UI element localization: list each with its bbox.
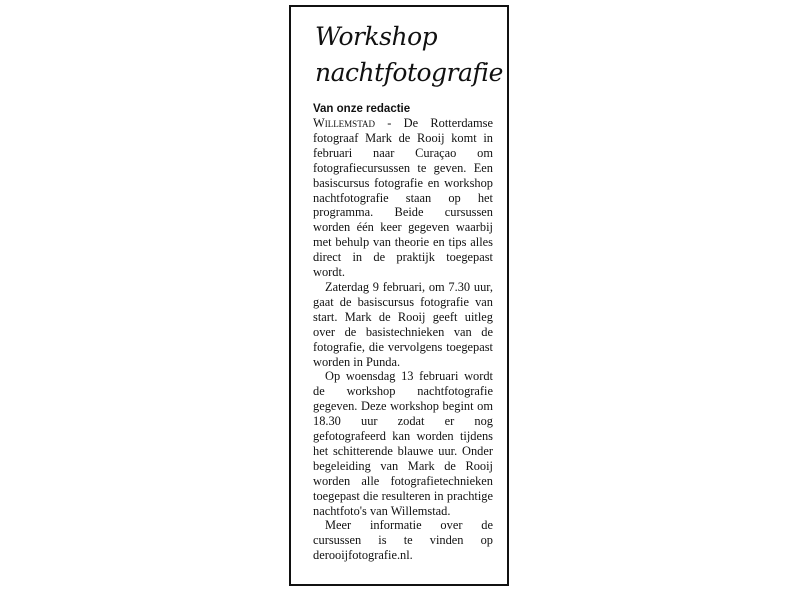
article-byline: Van onze redactie	[313, 103, 411, 115]
article-paragraph: Zaterdag 9 februari, om 7.30 uur, gaat de basiscursus fotografie van start. Mark de Rooij geeft uitleg over de basistechnieken van de fotografie, die vervolgens toegepast worden in Punda.	[313, 279, 493, 369]
article-body	[313, 116, 493, 563]
article-headline: Workshop nachtfotografie	[315, 22, 503, 87]
article-paragraph: Op woensdag 13 februari wordt de workshop nachtfotografie gegeven. Deze workshop begint om 18.30 uur zodat er nog gefotografeerd kan worden tijdens het schitterende blauwe uur. Onder begeleiding van Mark de Rooij worden alle fotografietechnieken toegepast die resulteren in prachtige nachtfoto's van Willemstad.	[313, 369, 493, 518]
newspaper-clipping	[289, 5, 509, 586]
article-paragraph: Willemstad - De Rotterdamse fotograaf Mark de Rooij komt in februari naar Curaçao om fotografiecursussen te geven. Een basiscursus fotografie en workshop nachtfotografie staan op het programma. Beide cursussen worden één keer gegeven waarbij met behulp van theorie en tips alles direct in de praktijk toegepast wordt.	[313, 116, 493, 280]
article-paragraph: Meer informatie over de cursussen is te vinden op derooijfotografie.nl.	[313, 518, 493, 563]
article-dateline: Willemstad	[313, 116, 375, 130]
